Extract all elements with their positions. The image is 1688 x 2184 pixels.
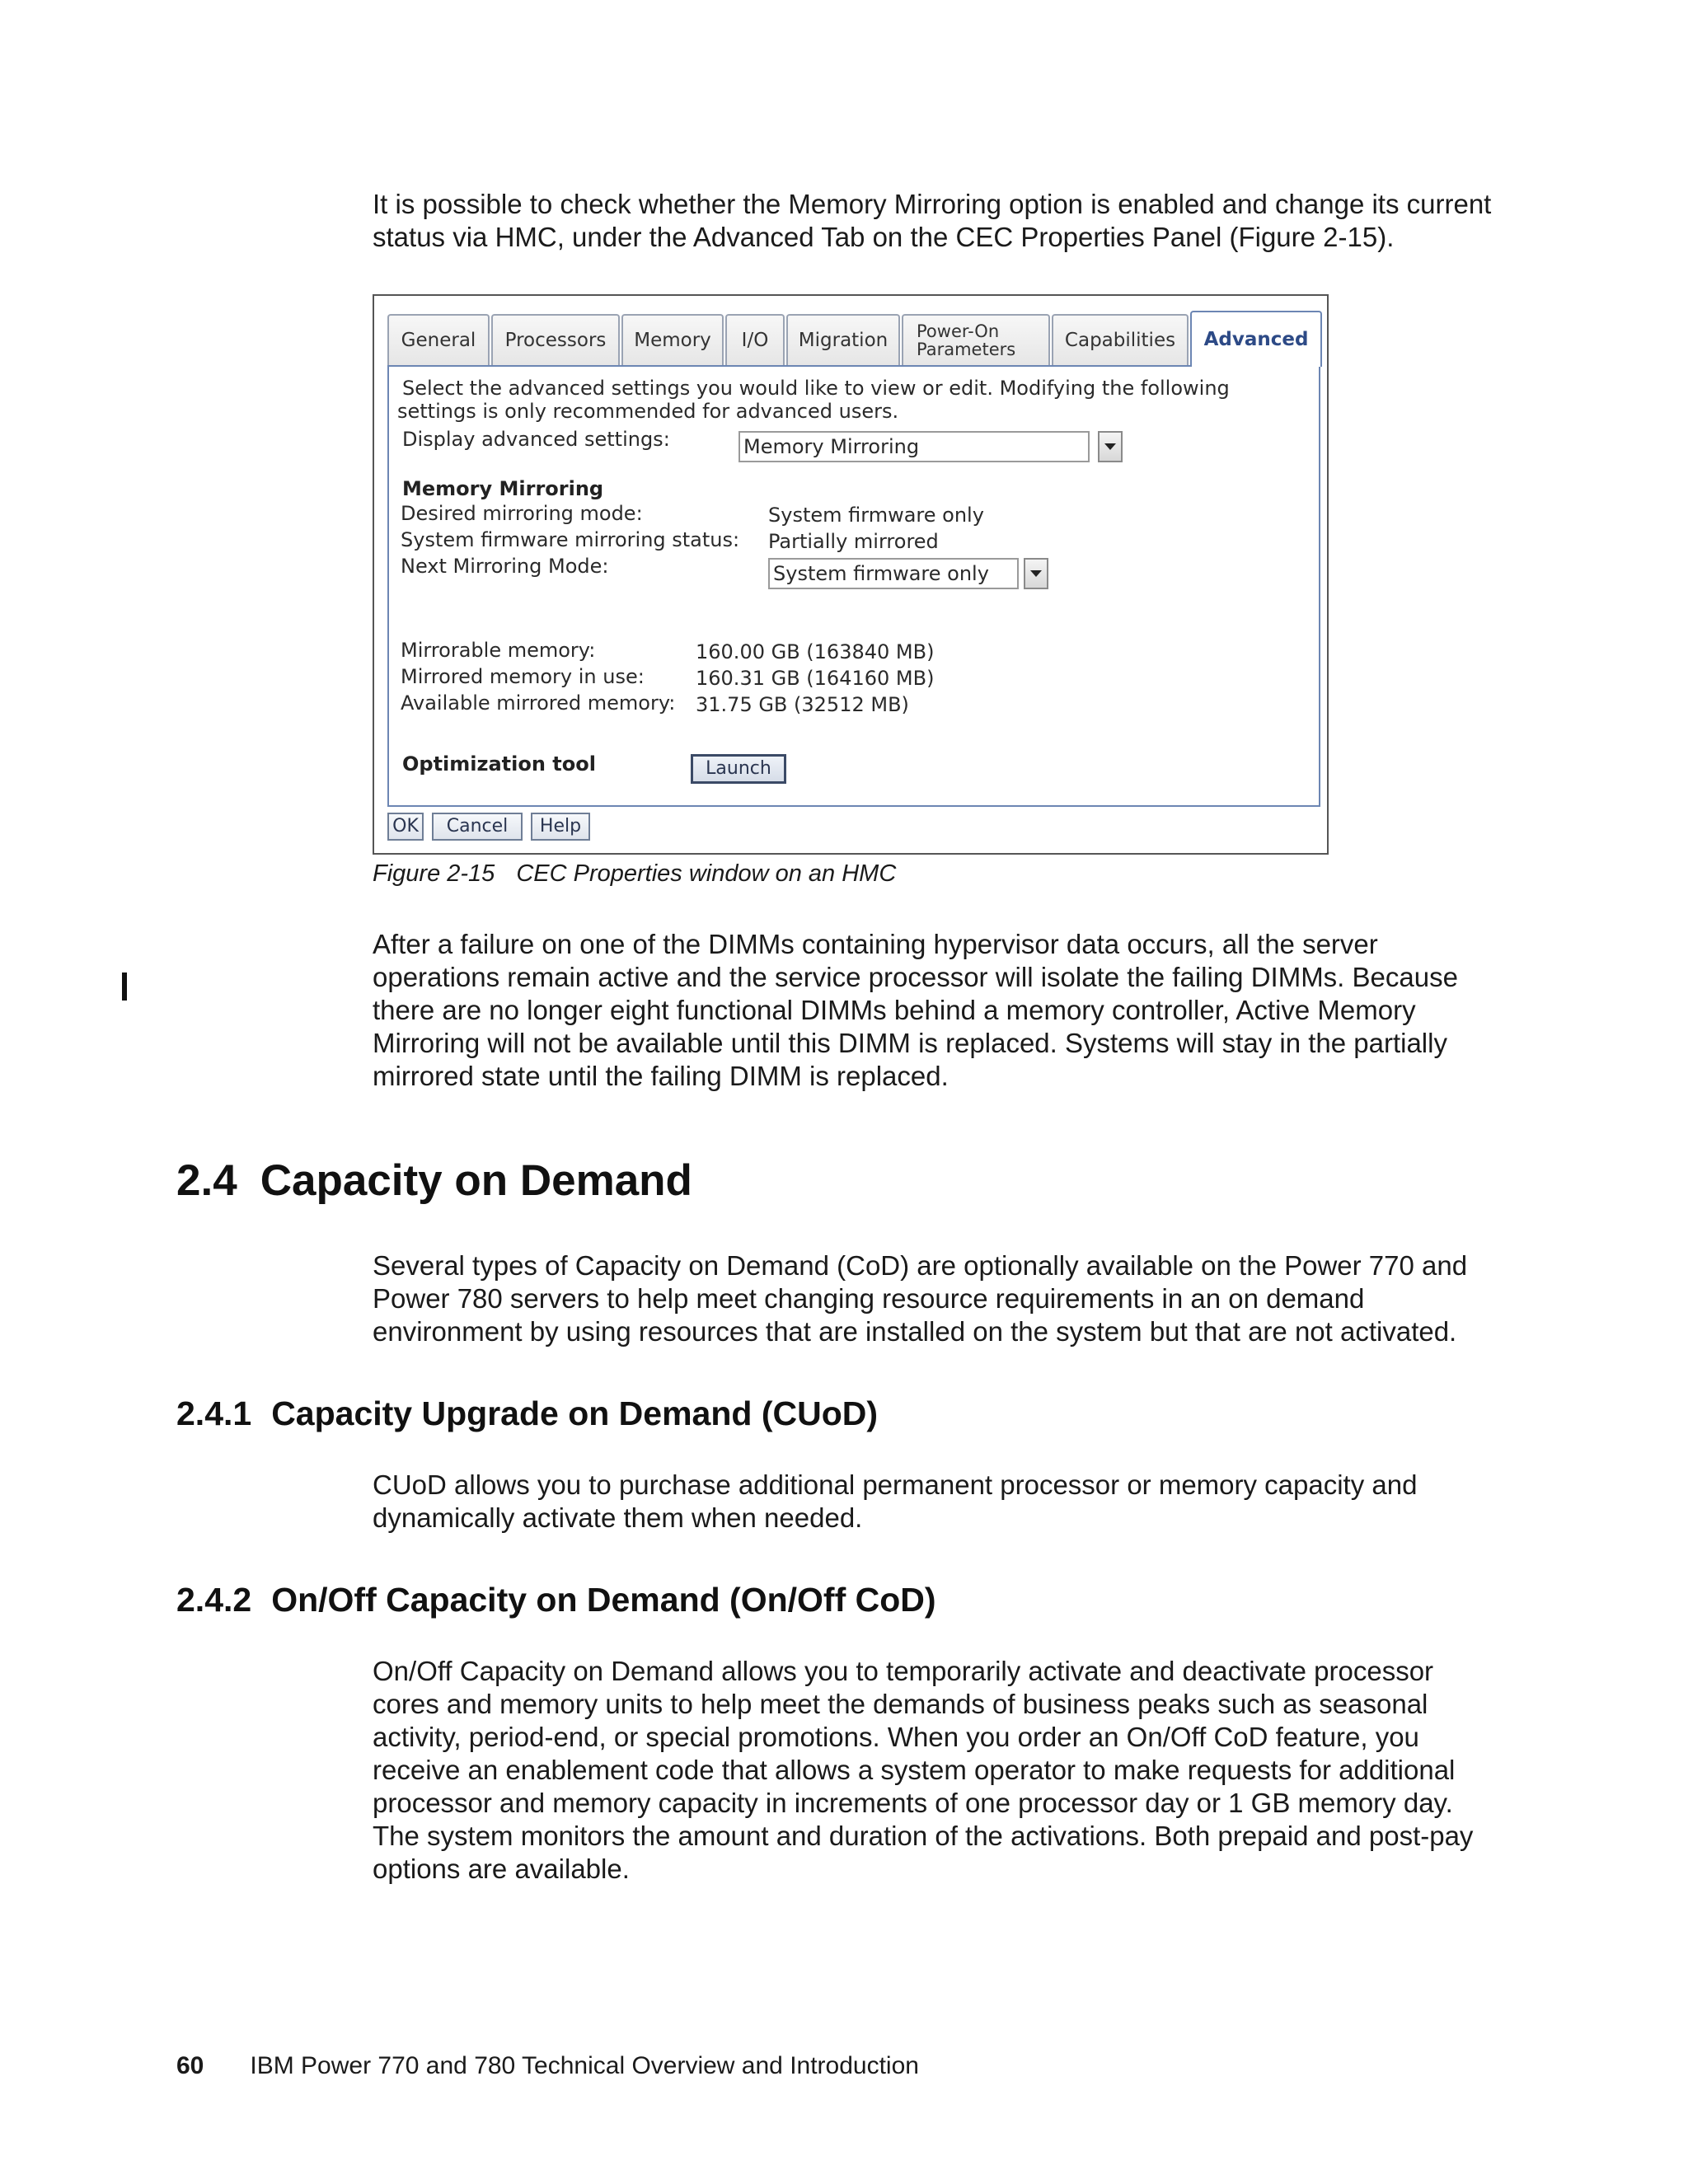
section-number: 2.4.2 [176, 1581, 252, 1619]
instructions-line-2: settings is only recommended for advanced users. [397, 400, 899, 423]
next-mode-label: Next Mirroring Mode: [401, 555, 609, 578]
advanced-panel [387, 365, 1320, 807]
available-memory-label: Available mirrored memory: [401, 691, 676, 715]
section-heading-2-4-1 [176, 1394, 878, 1433]
book-title: IBM Power 770 and 780 Technical Overview and Introduction [250, 2052, 919, 2079]
intro-paragraph: It is possible to check whether the Memory Mirroring option is enabled and change its current status via HMC, under the Advanced Tab on the CEC Properties Panel (Figure 2-15). [373, 189, 1492, 252]
figure-caption-label: Figure 2-15 [373, 860, 495, 887]
section-heading-2-4-2 [176, 1581, 936, 1619]
display-settings-dropdown-button[interactable] [1098, 431, 1123, 462]
tab-io[interactable]: I/O [725, 314, 785, 365]
available-memory-value: 31.75 GB (32512 MB) [696, 693, 909, 716]
tab-memory[interactable]: Memory [621, 314, 724, 365]
section-title: Capacity on Demand [260, 1156, 692, 1205]
desired-mode-label: Desired mirroring mode: [401, 502, 643, 525]
help-button[interactable]: Help [531, 813, 590, 841]
section-number: 2.4 [176, 1156, 237, 1205]
section-2-4-paragraph: Several types of Capacity on Demand (CoD) are optionally available on the Power 770 and Power 780 servers to help meet changing resource requirements in an on demand environment by using resources that are installed on the system but that are not activated. [373, 1250, 1468, 1347]
tab-power-on-parameters[interactable]: Power-On Parameters [902, 314, 1050, 365]
firmware-status-value: Partially mirrored [768, 530, 939, 553]
page-footer [176, 2052, 919, 2080]
cancel-button[interactable]: Cancel [432, 813, 523, 841]
mirrorable-memory-value: 160.00 GB (163840 MB) [696, 640, 935, 663]
firmware-status-label: System firmware mirroring status: [401, 528, 740, 551]
section-number: 2.4.1 [176, 1394, 252, 1432]
desired-mode-value: System firmware only [768, 504, 984, 527]
cec-properties-dialog [373, 294, 1329, 855]
next-mode-select[interactable]: System firmware only [768, 558, 1019, 589]
tab-migration[interactable]: Migration [786, 314, 900, 365]
figure-caption-text: CEC Properties window on an HMC [516, 860, 897, 887]
chevron-down-icon [1030, 570, 1042, 577]
tab-bar [387, 311, 1324, 365]
section-2-4-2-paragraph: On/Off Capacity on Demand allows you to temporarily activate and deactivate processor cores and memory units to help meet the demands of business peaks such as seasonal activity, period-end, or special promotions. When you order an On/Off CoD feature, you receive an enablement code that allows a system operator to make requests for additional processor and memory capacity in increments of one processor day or 1 GB memory day. The system monitors the amount and duration of the activations. Both prepaid and post-pay options are available. [373, 1656, 1474, 1884]
launch-button[interactable]: Launch [691, 754, 786, 784]
section-2-4-1-paragraph: CUoD allows you to purchase additional permanent processor or memory capacity and dynamically activate them when needed. [373, 1469, 1418, 1533]
failure-paragraph: After a failure on one of the DIMMs containing hypervisor data occurs, all the server operations remain active and the service processor will isolate the failing DIMMs. Because there are no longer eight functional DIMMs behind a memory controller, Active Memory Mirroring will not be available until this DIMM is replaced. Systems will stay in the partially mirrored state until the failing DIMM is replaced. [373, 929, 1458, 1091]
tab-processors[interactable]: Processors [491, 314, 620, 365]
tab-advanced[interactable]: Advanced [1190, 311, 1322, 367]
section-title: Capacity Upgrade on Demand (CUoD) [271, 1394, 879, 1432]
display-settings-select[interactable]: Memory Mirroring [738, 431, 1090, 462]
section-title: On/Off Capacity on Demand (On/Off CoD) [271, 1581, 936, 1619]
chevron-down-icon [1104, 443, 1116, 450]
figure-caption [373, 860, 896, 888]
display-settings-label: Display advanced settings: [402, 428, 670, 451]
instructions-line-1: Select the advanced settings you would like to view or edit. Modifying the following [402, 377, 1230, 400]
next-mode-dropdown-button[interactable] [1024, 558, 1048, 589]
page-number: 60 [176, 2052, 204, 2079]
change-bar [122, 972, 127, 1001]
memory-mirroring-section-title: Memory Mirroring [402, 477, 604, 500]
tab-general[interactable]: General [387, 314, 490, 365]
section-heading-2-4 [176, 1155, 692, 1206]
tab-capabilities[interactable]: Capabilities [1052, 314, 1189, 365]
ok-button[interactable]: OK [387, 813, 424, 841]
mirrored-memory-value: 160.31 GB (164160 MB) [696, 667, 935, 690]
mirrored-memory-label: Mirrored memory in use: [401, 665, 645, 688]
mirrorable-memory-label: Mirrorable memory: [401, 639, 596, 662]
optimization-tool-label: Optimization tool [402, 752, 596, 776]
